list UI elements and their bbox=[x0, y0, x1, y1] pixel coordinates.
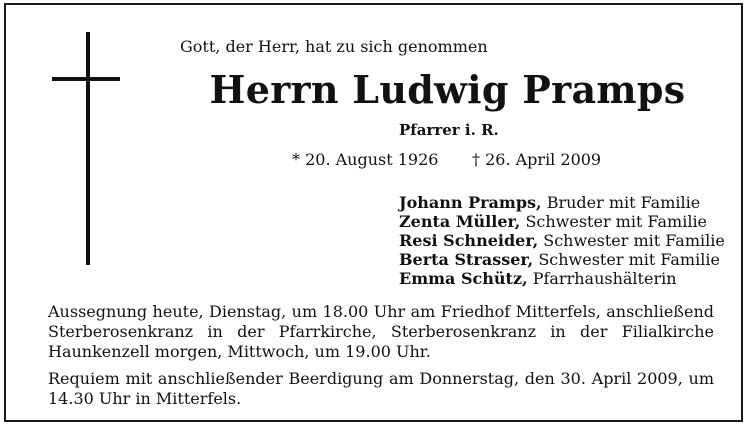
birth-date: * 20. August 1926 bbox=[292, 150, 439, 169]
mourner-name: Berta Strasser, bbox=[399, 250, 534, 269]
service-info: Aussegnung heute, Dienstag, um 18.00 Uhr am Friedhof Mitterfels, anschließend Sterberosenkranz in der Pfarrkirche, Sterberosenkranz in der Filialkirche Haunkenzell morgen, Mittwoch, um 19.00 Uhr. bbox=[48, 302, 714, 361]
obituary-notice bbox=[4, 3, 743, 422]
mourner-name: Zenta Müller, bbox=[399, 212, 521, 231]
mourner-row bbox=[399, 269, 725, 288]
mourner-row bbox=[399, 193, 725, 212]
mourner-row bbox=[399, 212, 725, 231]
death-date: † 26. April 2009 bbox=[472, 150, 602, 169]
intro-text: Gott, der Herr, hat zu sich genommen bbox=[180, 37, 488, 56]
mourner-name: Emma Schütz, bbox=[399, 269, 528, 288]
mourner-relation: Schwester mit Familie bbox=[525, 212, 708, 231]
mourner-relation: Pfarrhaushälterin bbox=[532, 269, 677, 288]
deceased-name: Herrn Ludwig Pramps bbox=[209, 67, 686, 112]
deceased-title: Pfarrer i. R. bbox=[399, 121, 499, 139]
mourner-relation: Bruder mit Familie bbox=[546, 193, 701, 212]
mourners-list bbox=[399, 193, 725, 288]
requiem-info: Requiem mit anschließender Beerdigung am Donnerstag, den 30. April 2009, um 14.30 Uhr in Mitterfels. bbox=[48, 369, 714, 408]
mourner-relation: Schwester mit Familie bbox=[543, 231, 725, 250]
mourner-name: Resi Schneider, bbox=[399, 231, 539, 250]
mourner-relation: Schwester mit Familie bbox=[538, 250, 720, 269]
mourner-row bbox=[399, 231, 725, 250]
mourner-name: Johann Pramps, bbox=[399, 193, 542, 212]
mourner-row bbox=[399, 250, 725, 269]
